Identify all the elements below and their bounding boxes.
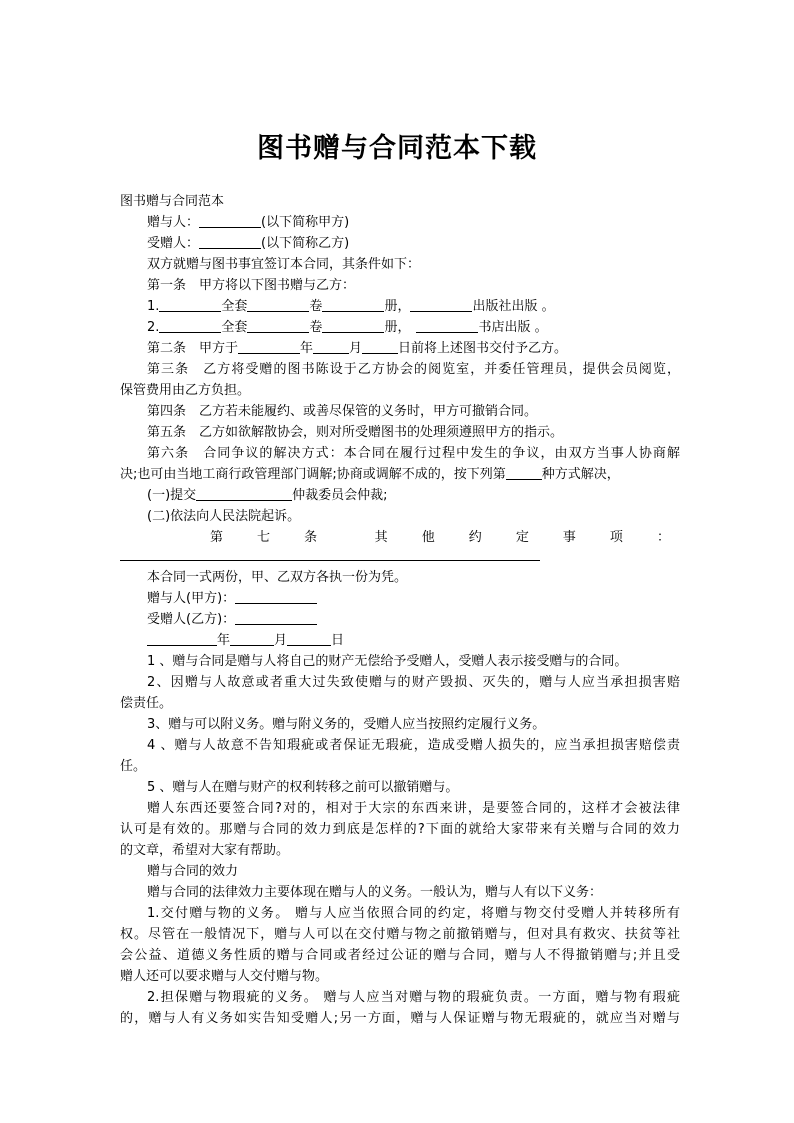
date-day: 日	[331, 633, 345, 648]
item-2-number: 2.	[147, 320, 160, 335]
article-5: 第五条 乙方如欲解散协会，则对所受赠图书的处理须遵照甲方的指示。	[147, 425, 564, 440]
item-1-copies: 册，	[384, 299, 411, 314]
article-7-blank-rule	[120, 560, 540, 561]
year-label: 年	[300, 341, 314, 356]
para-3-cont-1: 权。尽管在一般情况下，赠与人可以在交付赠与物之前撤销赠与，但对具有救灾、扶贫等社	[120, 927, 680, 942]
para-3: 1.交付赠与物的义务。 赠与人应当依照合同的约定，将赠与物交付受赠人并转移所有	[147, 906, 680, 921]
item-2-bookstore: 书店出版 。	[478, 320, 548, 335]
blank	[410, 298, 472, 312]
item-1-volume: 卷	[309, 299, 323, 314]
signature-donee-label: 受赠人(乙方)：	[147, 612, 236, 627]
item-2-set: 全套	[221, 320, 248, 335]
section-heading: 赠与合同的效力	[147, 864, 239, 879]
para-1-end: 的文章，希望对大家有帮助。	[120, 843, 290, 858]
para-3-end: 赠人还可以要求赠与人交付赠与物。	[120, 969, 329, 984]
note-2-cont: 偿责任。	[120, 696, 173, 711]
article-7: 第 七 条 其 他 约 定 事 项 ：	[210, 530, 670, 545]
article-4: 第四条 乙方若未能履约、或善尽保管的义务时，甲方可撤销合同。	[147, 404, 538, 419]
blank	[322, 298, 384, 312]
blank	[230, 632, 274, 646]
signature-donor-label: 赠与人(甲方)：	[147, 591, 236, 606]
blank	[159, 319, 221, 333]
intro-line: 双方就赠与图书事宜签订本合同，其条件如下：	[147, 257, 421, 272]
blank	[506, 466, 542, 480]
note-5: 5 、赠与人在赠与财产的权利转移之前可以撤销赠与。	[147, 780, 459, 795]
day-label: 日前将上述图书交付予乙方。	[398, 341, 568, 356]
blank	[159, 298, 221, 312]
para-1-cont: 认可是有效的。那赠与合同的效力到底是怎样的?下面的就给大家带来有关赠与合同的效力	[120, 822, 680, 837]
article-6-text: 决;也可由当地工商行政管理部门调解;协商或调解不成的，按下列第	[120, 467, 506, 482]
item-2-line	[120, 317, 680, 338]
para-3-cont-2: 会公益、道德义务性质的赠与合同或者经过公证的赠与合同，赠与人不得撤销赠与;并且受	[120, 948, 680, 963]
item-2-volume: 卷	[309, 320, 323, 335]
date-year: 年	[217, 633, 231, 648]
article-3: 第三条 乙方将受赠的图书陈设于乙方协会的阅览室，并委任管理员，提供会员阅览，	[147, 362, 680, 377]
option-1	[120, 485, 680, 506]
note-1: 1 、赠与合同是赠与人将自己的财产无偿给予受赠人，受赠人表示接受赠与的合同。	[147, 654, 628, 669]
note-4: 4 、赠与人故意不告知瑕疵或者保证无瑕疵，造成受赠人损失的，应当承担损害赔偿责	[147, 738, 680, 753]
para-4-cont: 的，赠与人有义务如实告知受赠人;另一方面，赠与人保证赠与物无瑕疵的，就应当对赠与	[120, 1011, 680, 1026]
blank	[196, 487, 292, 501]
blank	[287, 632, 331, 646]
article-3-cont: 保管费用由乙方负担。	[120, 383, 251, 398]
donee-label: 受赠人：	[147, 236, 200, 251]
article-6-cont	[120, 464, 680, 485]
blank	[235, 590, 317, 604]
blank	[238, 340, 300, 354]
month-label: 月	[349, 341, 363, 356]
blank	[147, 632, 217, 646]
blank	[313, 340, 349, 354]
donor-note: (以下简称甲方)	[261, 215, 350, 230]
article-2-text: 第二条 甲方于	[147, 341, 239, 356]
blank	[322, 319, 384, 333]
note-4-cont: 任。	[120, 759, 147, 774]
blank	[247, 298, 309, 312]
date-line	[120, 630, 680, 651]
item-1-line	[120, 296, 680, 317]
document-title: 图书赠与合同范本下载	[257, 133, 537, 164]
article-2	[120, 338, 680, 359]
donor-line	[120, 212, 680, 233]
donee-note: (以下简称乙方)	[261, 236, 350, 251]
contract-heading: 图书赠与合同范本	[120, 194, 225, 209]
blank	[235, 611, 317, 625]
blank	[416, 319, 478, 333]
note-3: 3、赠与可以附义务。赠与附义务的，受赠人应当按照约定履行义务。	[147, 717, 546, 732]
item-2-copies: 册，	[384, 320, 411, 335]
item-1-set: 全套	[221, 299, 248, 314]
date-month: 月	[274, 633, 288, 648]
article-6: 第六条 合同争议的解决方式：本合同在履行过程中发生的争议，由双方当事人协商解	[147, 446, 680, 461]
copies-line: 本合同一式两份，甲、乙双方各执一份为凭。	[147, 570, 408, 585]
note-2: 2、因赠与人故意或者重大过失致使赠与的财产毁损、灭失的，赠与人应当承担损害赔	[147, 675, 680, 690]
donor-label: 赠与人：	[147, 215, 200, 230]
option-1-tail: 仲裁委员会仲裁;	[292, 488, 388, 503]
item-1-publisher: 出版社出版 。	[472, 299, 555, 314]
blank	[247, 319, 309, 333]
donor-blank	[199, 214, 261, 228]
option-2: (二)依法向人民法院起诉。	[147, 509, 301, 524]
para-1: 赠人东西还要签合同?对的，相对于大宗的东西来讲，是要签合同的，这样才会被法律	[147, 801, 680, 816]
para-4: 2.担保赠与物瑕疵的义务。 赠与人应当对赠与物的瑕疵负责。一方面，赠与物有瑕疵	[147, 990, 680, 1005]
signature-donor	[120, 588, 680, 609]
donee-line	[120, 233, 680, 254]
donee-blank	[199, 235, 261, 249]
item-1-number: 1.	[147, 299, 160, 314]
blank	[362, 340, 398, 354]
para-2: 赠与合同的法律效力主要体现在赠与人的义务。一般认为，赠与人有以下义务：	[147, 885, 603, 900]
option-1-text: (一)提交	[147, 488, 197, 503]
article-6-tail: 种方式解决，	[541, 467, 620, 482]
article-1: 第一条 甲方将以下图书赠与乙方：	[147, 278, 356, 293]
signature-donee	[120, 609, 680, 630]
